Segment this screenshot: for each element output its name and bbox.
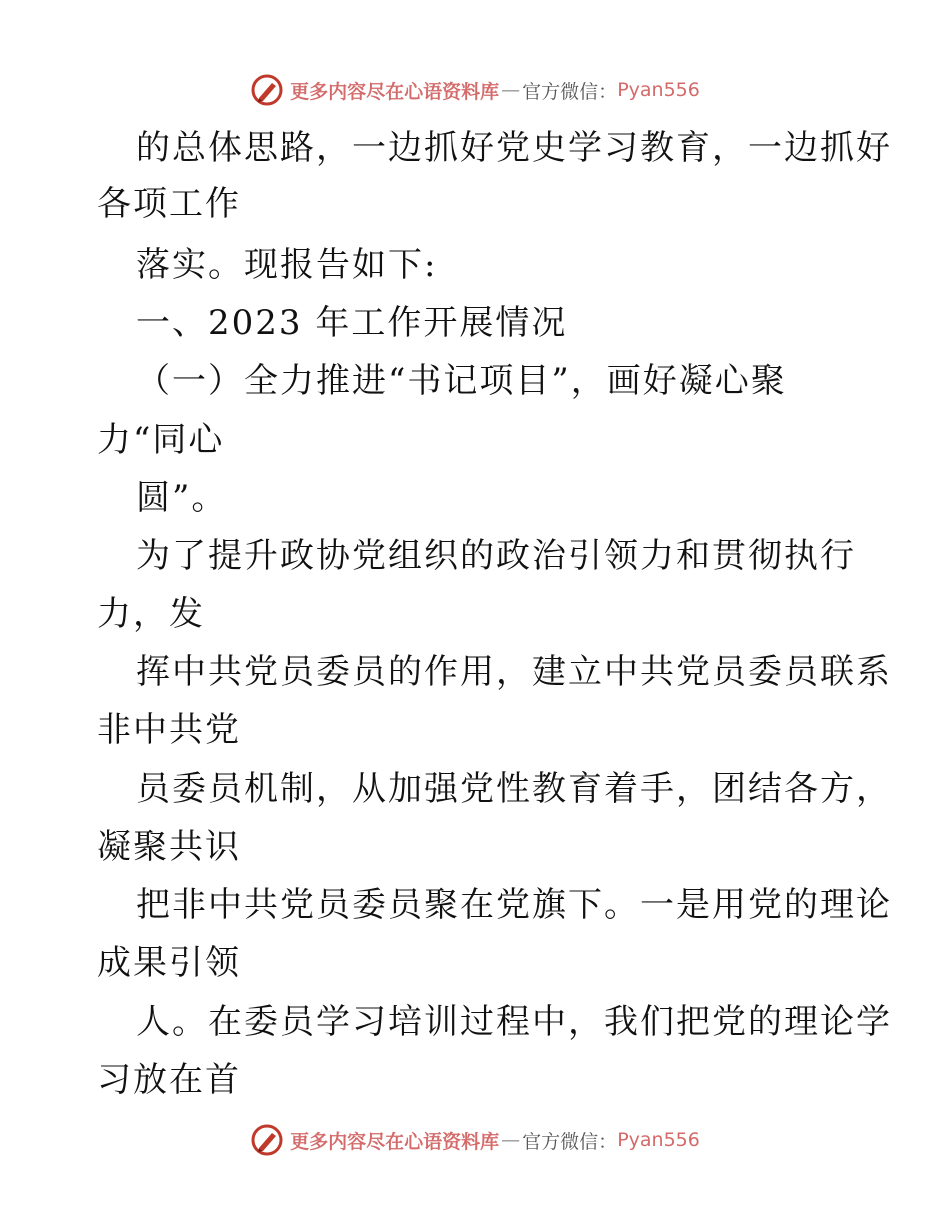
text-line: 凝聚共识 (97, 827, 241, 867)
subsection-heading: （一）全力推进“书记项目”，画好凝心聚 (136, 361, 787, 401)
contact-label: 官方微信： (522, 80, 618, 103)
separator: — (501, 79, 521, 101)
contact-label: 官方微信： (522, 1130, 618, 1153)
text-line: 员委员机制，从加强党性教育着手，团结各方， (136, 769, 892, 809)
text-line: 为了提升政协党组织的政治引领力和贯彻执行 (136, 536, 856, 576)
text-line: 圆”。 (136, 478, 228, 518)
brand-text: 更多内容尽在心语资料库 (290, 80, 500, 103)
pen-logo-icon (250, 1123, 284, 1157)
watermark-banner-bottom (0, 1120, 950, 1160)
section-heading: 一、2023 年工作开展情况 (136, 303, 568, 343)
text-line: 挥中共党员委员的作用，建立中共党员委员联系 (136, 652, 892, 692)
text-line: 力，发 (97, 594, 205, 634)
text-line: 力“同心 (97, 420, 225, 460)
text-line: 人。在委员学习培训过程中，我们把党的理论学 (136, 1002, 892, 1042)
text-line: 成果引领 (97, 943, 241, 983)
text-line: 非中共党 (97, 710, 241, 750)
brand-text: 更多内容尽在心语资料库 (290, 1130, 500, 1153)
watermark-banner-top (0, 70, 950, 110)
text-line: 落实。现报告如下: (136, 245, 438, 285)
separator: — (501, 1129, 521, 1151)
text-line: 的总体思路，一边抓好党史学习教育，一边抓好 (136, 128, 892, 168)
text-line: 各项工作 (97, 184, 241, 224)
text-line: 把非中共党员委员聚在党旗下。一是用党的理论 (136, 885, 892, 925)
wechat-id: Pyan556 (617, 1129, 700, 1151)
wechat-id: Pyan556 (617, 79, 700, 101)
text-line: 习放在首 (97, 1060, 241, 1100)
pen-logo-icon (250, 73, 284, 107)
